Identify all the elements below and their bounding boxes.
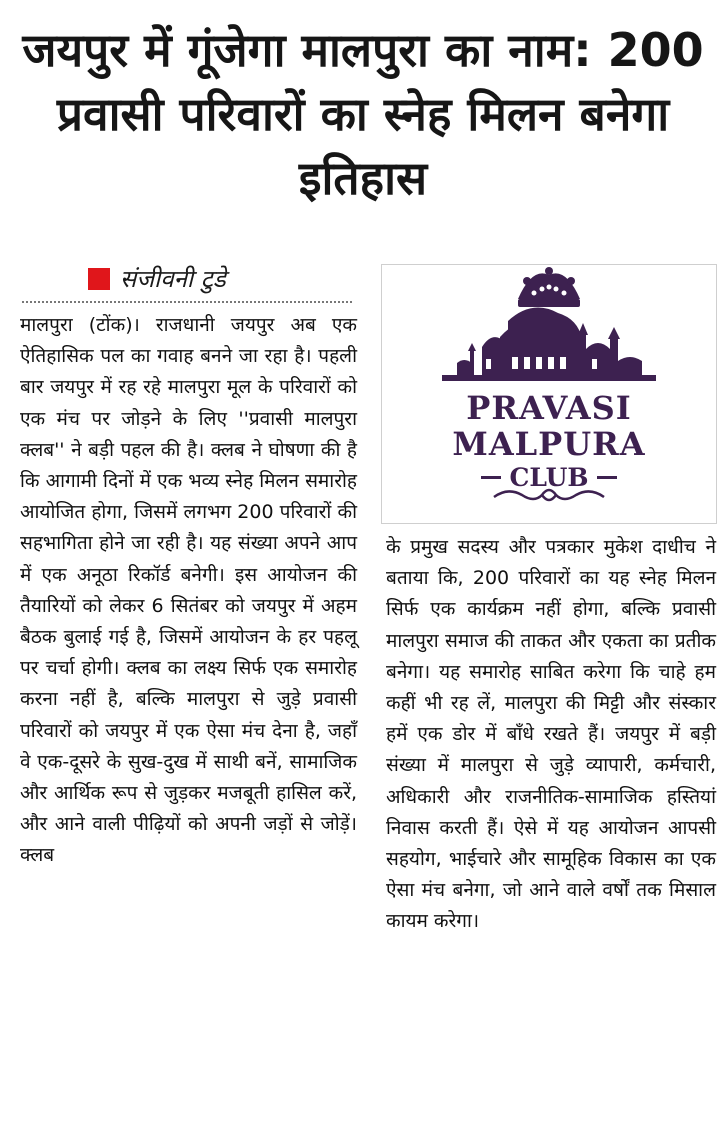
- logo-line3: CLUB: [509, 463, 589, 492]
- byline-bullet-icon: [88, 268, 110, 290]
- article-body-right-column: के प्रमुख सदस्य और पत्रकार मुकेश दाधीच ने बताया कि, 200 परिवारों का यह स्नेह मिलन सिर्फ एक कार्यक्रम नहीं होगा, बल्कि प्रवासी मालपुरा समाज की ताकत और एकता का प्रतीक बनेगा। यह समारोह साबित करेगा कि चाहे हम कहीं भी रह लें, मालपुरा की मिट्टी और संस्कार हमें एक डोर में बाँधे रखते हैं। जयपुर में बड़ी संख्या में मालपुरा से जुड़े व्यापारी, कर्मचारी, अधिकारी और राजनीतिक-सामाजिक हस्तियां निवास करती हैं। ऐसे में यह आयोजन आपसी सहयोग, भाईचारे और सामूहिक विकास का एक ऐसा मंच बनेगा, जो आने वाले वर्षों तक मिसाल कायम करेगा।: [386, 536, 716, 933]
- logo-club-row: [382, 463, 716, 492]
- headline: जयपुर में गूंजेगा मालपुरा का नाम: 200 प्रवासी परिवारों का स्नेह मिलन बनेगा इतिहास: [22, 23, 704, 205]
- article-body-left-column: मालपुरा (टोंक)। राजधानी जयपुर अब एक ऐतिहासिक पल का गवाह बनने जा रहा है। पहली बार जयपुर में रह रहे मालपुरा मूल के परिवारों को एक मंच पर जोड़ने के लिए ''प्रवासी मालपुरा क्लब'' ने बड़ी पहल की है। क्लब ने घोषणा की है कि आगामी दिनों में एक भव्य स्नेह मिलन समारोह आयोजित होगा, जिसमें लगभग 200 परिवारों की सहभागिता होने जा रही है। यह संख्या अपने आप में एक अनूठा रिकॉर्ड बनेगी। इस आयोजन की तैयारियों को लेकर 6 सितंबर को जयपुर में अहम बैठक बुलाई गई है, जिसमें आयोजन के हर पहलू पर चर्चा होगी। क्लब का लक्ष्य सिर्फ एक समारोह करना नहीं है, बल्कि मालपुरा से जुड़े प्रवासी परिवारों को जयपुर में एक ऐसा मंच देना है, जहाँ वे एक-दूसरे के सुख-दुख में साथी बनें, सामाजिक और आर्थिक रूप से जुड़कर मजबूती हासिल करें, और आने वाली पीढ़ियों को अपनी जड़ों से जोड़ें। क्लब: [20, 314, 357, 867]
- logo-dash-right: [597, 476, 617, 479]
- logo-line1: PRAVASI: [466, 389, 632, 427]
- byline-text: संजीवनी टुडे: [120, 265, 226, 293]
- club-logo-image: [381, 264, 717, 524]
- logo-line2: MALPURA: [452, 425, 646, 463]
- byline-divider: [22, 301, 352, 303]
- logo-dash-left: [481, 476, 501, 479]
- byline: [88, 262, 226, 295]
